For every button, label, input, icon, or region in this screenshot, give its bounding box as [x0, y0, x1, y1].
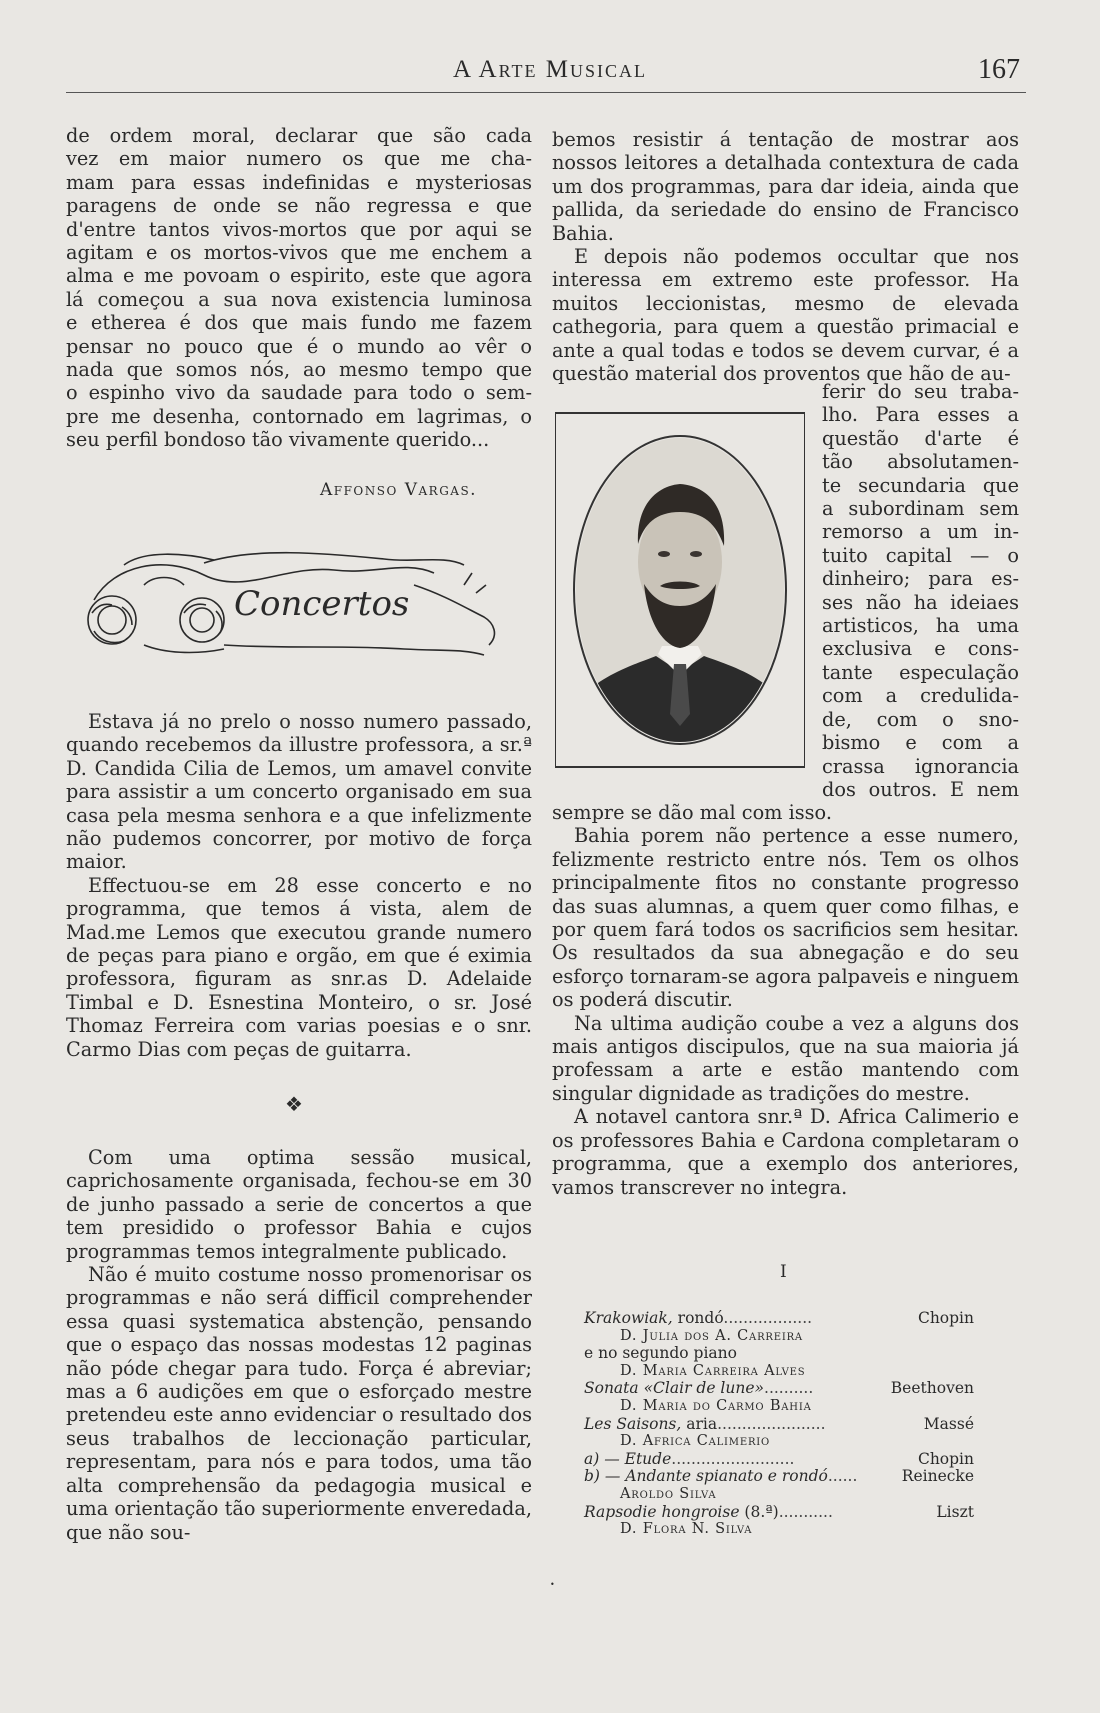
- program-performer: D. Maria Carreira Alves: [620, 1362, 806, 1379]
- program-section-number: I: [780, 1262, 787, 1282]
- right-column-lower: [552, 801, 1019, 1199]
- paragraph: Estava já no prelo o nosso numero passado, quando recebemos da illustre professora, a sr.ª D. Candida Cilia de Lemos, um amavel convite para assistir a um concerto organisado em sua casa pela mesma senhora e a que infelizmente não pudemos concorrer, por motivo de força maior.: [66, 710, 532, 874]
- paragraph: Na ultima audição coube a vez a alguns dos mais antigos discipulos, que na sua maioria já professam a arte e estão mantendo com singular dignidade as tradições do mestre.: [552, 1011, 1019, 1105]
- paragraph: bemos resistir á tentação de mostrar aos nossos leitores a detalhada contextura de cada um dos programmas, para dar ideia, ainda que pallida, da seriedade do ensino de Francisco Bahia.: [552, 128, 1019, 245]
- text-line: d'entre tantos vivos-mortos que por aqui se: [66, 217, 532, 241]
- program-performer: D. Africa Calimerio: [620, 1433, 771, 1450]
- program-performer: D. Flora N. Silva: [620, 1521, 753, 1538]
- text-line: pensar no pouco que é o mundo ao vêr o: [66, 334, 532, 358]
- paragraph: Effectuou-se em 28 esse concerto e no programma, que temos á vista, alem de Mad.me Lemos que executou grande numero de peças para piano e orgão, em que é eximia professora, figuram as snr.as D. Adelaide Timbal e D. Esnestina Monteiro, o sr. José Thomaz Ferreira com varias poesias e o snr. Carmo Dias com peças de guitarra.: [66, 873, 532, 1061]
- text-line: de ordem moral, declarar que são cada: [66, 124, 532, 147]
- program-entry: [584, 1504, 974, 1522]
- program-note: e no segundo piano: [584, 1344, 737, 1363]
- program-entry: [584, 1310, 974, 1328]
- portrait-photo: [556, 414, 804, 766]
- program-leader-dots: ......................: [717, 1414, 826, 1433]
- text-line: lho. Para esses a: [822, 403, 1019, 427]
- program-composer: Massé: [923, 1414, 974, 1433]
- page-number: 167: [978, 54, 1020, 85]
- paragraph: A notavel cantora snr.ª D. Africa Calimerio e os professores Bahia e Cardona completaram o programma, que a exemplo dos anteriores, vamos transcrever no integra.: [552, 1105, 1019, 1199]
- concert-program: [584, 1310, 974, 1539]
- text-line: nada que somos nós, ao mesmo tempo que: [66, 358, 532, 382]
- text-line: artisticos, ha uma: [822, 614, 1019, 638]
- text-line: mam para essas indefinidas e mysteriosas: [66, 170, 532, 194]
- left-column-concertos-body: [66, 710, 532, 1061]
- program-work-detail: (8.ª): [739, 1502, 779, 1521]
- text-line: exclusiva e cons-: [822, 637, 1019, 661]
- text-line: questão d'arte é: [822, 426, 1019, 450]
- program-leader-dots: .........................: [671, 1449, 795, 1468]
- text-line: vez em maior numero os que me cha-: [66, 147, 532, 171]
- text-line: o espinho vivo da saudade para todo o sem-: [66, 381, 532, 405]
- program-work-title: Sonata «Clair de lune»: [584, 1379, 765, 1398]
- header-rule: [66, 92, 1026, 93]
- text-line: te secundaria que: [822, 473, 1019, 497]
- program-composer: Liszt: [936, 1502, 974, 1521]
- text-line: tante especulação: [822, 660, 1019, 684]
- left-column-bahia-body: [66, 1146, 532, 1544]
- program-leader-dots: ...........: [778, 1502, 833, 1521]
- program-performer: Aroldo Silva: [620, 1485, 717, 1502]
- text-line: pre me desenha, contornado em lagrimas, o: [66, 404, 532, 428]
- left-column-opening: [66, 124, 532, 452]
- program-performer: D. Maria do Carmo Bahia: [620, 1397, 812, 1414]
- program-work-title: a) — Etude: [584, 1449, 672, 1468]
- program-composer: Chopin: [917, 1449, 974, 1468]
- program-entry: [584, 1380, 974, 1398]
- program-entry: [584, 1451, 974, 1469]
- program-leader-dots: ..........: [764, 1379, 814, 1398]
- right-column-wrapped-text: [822, 380, 1019, 801]
- text-line: alma e me povoam o espirito, este que agora: [66, 264, 532, 288]
- text-line: agitam e os mortos-vivos que me enchem a: [66, 241, 532, 265]
- right-column-top: [552, 128, 1019, 385]
- program-work-title: Krakowiak,: [584, 1309, 673, 1327]
- program-entry: [584, 1468, 974, 1486]
- concertos-section-banner: [84, 545, 524, 665]
- author-signature: Affonso Vargas.: [320, 480, 478, 500]
- program-work-title: Les Saisons,: [584, 1414, 682, 1433]
- program-leader-dots: ..................: [723, 1309, 813, 1327]
- paragraph: sempre se dão mal com isso.: [552, 801, 832, 824]
- text-line: lá começou a sua nova existencia luminosa: [66, 287, 532, 311]
- running-head: [0, 52, 1100, 92]
- program-work-detail: rondó: [672, 1309, 724, 1327]
- paragraph: Não é muito costume nosso promenorisar os programmas e não será difficil comprehender essa quasi systematica abstenção, pensando que o espaço das nossas modestas 12 paginas não póde chegar para tudo. Força é abreviar; mas a 6 audições em que o esforçado mestre pretendeu este anno evidenciar o resultado dos seus trabalhos de leccionação particular, representam, para nós e para todos, uma tão alta comprehensão da pedagogia musical e uma orientação tão superiormente enveredada, que não sou-: [66, 1263, 532, 1544]
- text-line: tão absolutamen-: [822, 450, 1019, 474]
- text-line: com a credulida-: [822, 684, 1019, 708]
- program-performer: D. Julia dos A. Carreira: [620, 1327, 803, 1344]
- text-line: a subordinam sem: [822, 497, 1019, 521]
- paragraph: E depois não podemos occultar que nos interessa em extremo este professor. Ha muitos leccionistas, mesmo de elevada cathegoria, para quem a questão primacial e ante a qual todas e todos se devem curvar, é a questão material dos proventos que hão de au-: [552, 245, 1019, 386]
- text-line: ses não ha ideiaes: [822, 590, 1019, 614]
- text-line: dinheiro; para es-: [822, 567, 1019, 591]
- running-title: A Arte Musical: [453, 56, 647, 83]
- text-line: dos outros. E nem: [822, 777, 1019, 801]
- program-work-title: b) — Andante spianato e rondó: [584, 1467, 828, 1486]
- program-composer: Chopin: [917, 1309, 974, 1327]
- text-line: remorso a um in-: [822, 520, 1019, 544]
- paragraph: Com uma optima sessão musical, caprichosamente organisada, fechou-se em 30 de junho passado a serie de concertos a que tem presidido o professor Bahia e cujos programmas temos integralmente publicado.: [66, 1146, 532, 1263]
- text-line: tuito capital — o: [822, 543, 1019, 567]
- concertos-title-text: Concertos: [234, 584, 410, 624]
- text-line: bismo e com a: [822, 731, 1019, 755]
- text-line: paragens de onde se não regressa e que: [66, 194, 532, 218]
- program-entry: [584, 1416, 974, 1434]
- section-divider-ornament: ❖: [285, 1092, 303, 1116]
- text-line: seu perfil bondoso tão vivamente querido...: [66, 428, 490, 452]
- portrait-frame: [555, 412, 805, 768]
- program-composer: Reinecke: [901, 1467, 974, 1486]
- program-work-detail: aria: [681, 1414, 718, 1433]
- program-leader-dots: ......: [827, 1467, 858, 1486]
- stray-mark: •: [550, 1580, 555, 1589]
- text-line: de, com o sno-: [822, 707, 1019, 731]
- text-line: ferir do seu traba-: [822, 380, 1019, 403]
- paragraph: Bahia porem não pertence a esse numero, felizmente restricto entre nós. Tem os olhos principalmente fitos no constante progresso das suas alumnas, a quem quer como filhas, e por quem fará todos os sacrificios sem hesitar. Os resultados da sua abnegação e do seu esforço tornaram-se agora palpaveis e ninguem os poderá discutir.: [552, 824, 1019, 1012]
- text-line: e etherea é dos que mais fundo me fazem: [66, 311, 532, 335]
- program-composer: Beethoven: [890, 1379, 974, 1398]
- text-line: crassa ignorancia: [822, 754, 1019, 778]
- program-work-title: Rapsodie hongroise: [584, 1502, 740, 1521]
